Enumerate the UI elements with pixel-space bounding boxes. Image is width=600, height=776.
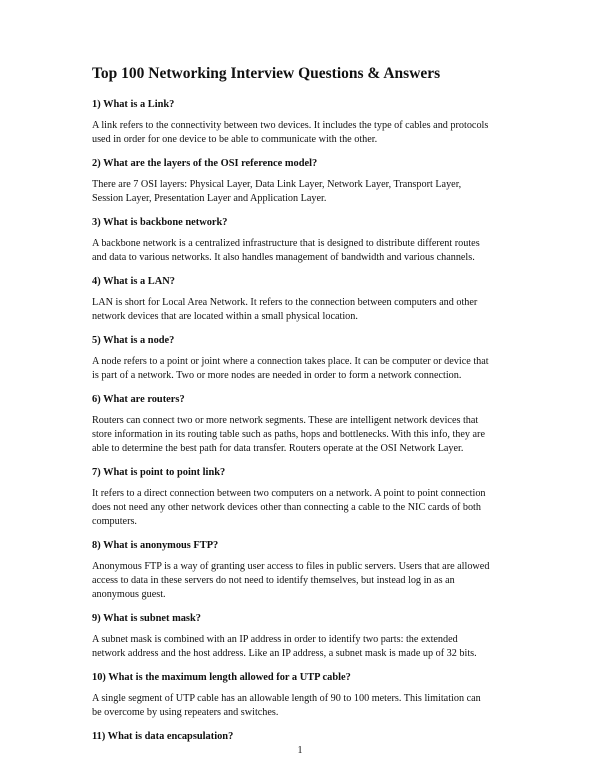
answer-text — [92, 414, 520, 456]
answer-line: A backbone network is a centralized infrastructure that is designed to distribute different routes — [92, 238, 480, 249]
answer-line: It refers to a direct connection between two computers on a network. A point to point connection — [92, 488, 486, 499]
answer-text — [92, 633, 520, 661]
answer-line: used in order for one device to be able to communicate with the other. — [92, 134, 378, 145]
question-heading: 8) What is anonymous FTP? — [92, 540, 219, 551]
answer-line: and data to various networks. It also handles management of bandwidth and various channels. — [92, 252, 475, 263]
answer-line: able to determine the best path for data transfer. Routers operate at the OSI Network Layer. — [92, 443, 464, 454]
answer-text — [92, 237, 520, 265]
answer-line: A node refers to a point or joint where a connection takes place. It can be computer or device that — [92, 356, 489, 367]
question-heading: 4) What is a LAN? — [92, 276, 175, 287]
qa-item — [92, 393, 520, 456]
qa-list — [92, 98, 520, 744]
answer-line: network devices that are located within a small physical location. — [92, 311, 358, 322]
question-heading: 10) What is the maximum length allowed for a UTP cable? — [92, 672, 351, 683]
answer-line: does not need any other network devices other than connecting a cable to the NIC cards of both — [92, 502, 481, 513]
qa-item — [92, 612, 520, 661]
document-title: Top 100 Networking Interview Questions & Answers — [92, 65, 441, 82]
document-page — [92, 64, 520, 751]
qa-item — [92, 334, 520, 383]
answer-text — [92, 119, 520, 147]
question-heading: 5) What is a node? — [92, 335, 175, 346]
answer-line: A subnet mask is combined with an IP address in order to identify two parts: the extended — [92, 634, 458, 645]
answer-line: network address and the host address. Like an IP address, a subnet mask is made up of 32 bits. — [92, 648, 477, 659]
qa-item — [92, 216, 520, 265]
qa-item — [92, 466, 520, 529]
question-heading: 1) What is a Link? — [92, 99, 175, 110]
answer-text — [92, 178, 520, 206]
question-heading: 6) What are routers? — [92, 394, 185, 405]
qa-item — [92, 539, 520, 602]
answer-line: Routers can connect two or more network segments. These are intelligent network devices that — [92, 415, 479, 426]
answer-line: LAN is short for Local Area Network. It refers to the connection between computers and other — [92, 297, 478, 308]
page-number: 1 — [297, 745, 303, 756]
answer-text — [92, 692, 520, 720]
question-heading: 2) What are the layers of the OSI reference model? — [92, 158, 318, 169]
answer-text — [92, 355, 520, 383]
answer-line: A link refers to the connectivity between two devices. It includes the type of cables and protocols — [92, 120, 489, 131]
answer-line: Anonymous FTP is a way of granting user access to files in public servers. Users that are allowed — [92, 561, 490, 572]
qa-item — [92, 275, 520, 324]
answer-line: be overcome by using repeaters and switches. — [92, 707, 279, 718]
qa-item — [92, 98, 520, 147]
answer-line: is part of a network. Two or more nodes are needed in order to form a network connection. — [92, 370, 462, 381]
question-heading: 11) What is data encapsulation? — [92, 731, 234, 742]
question-heading: 7) What is point to point link? — [92, 467, 226, 478]
answer-line: Session Layer, Presentation Layer and Application Layer. — [92, 193, 327, 204]
answer-text — [92, 296, 520, 324]
answer-line: access to data in these servers do not need to identify themselves, but instead log in as an — [92, 575, 455, 586]
answer-line: store information in its routing table such as paths, hops and bottlenecks. With this info, they are — [92, 429, 485, 440]
answer-text — [92, 487, 520, 529]
qa-item — [92, 671, 520, 720]
answer-text — [92, 560, 520, 602]
question-heading: 9) What is subnet mask? — [92, 613, 201, 624]
qa-item — [92, 157, 520, 206]
answer-line: A single segment of UTP cable has an allowable length of 90 to 100 meters. This limitation can — [92, 693, 481, 704]
answer-line: computers. — [92, 516, 137, 527]
answer-line: There are 7 OSI layers: Physical Layer, Data Link Layer, Network Layer, Transport Layer, — [92, 179, 462, 190]
answer-line: anonymous guest. — [92, 589, 166, 600]
qa-item — [92, 730, 520, 744]
question-heading: 3) What is backbone network? — [92, 217, 228, 228]
